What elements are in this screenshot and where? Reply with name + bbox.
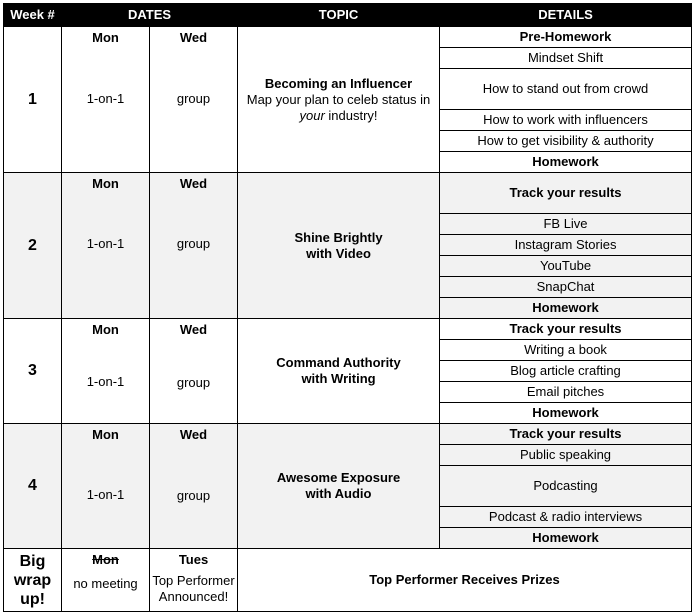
day-label: Wed	[179, 176, 208, 191]
topic-title-line: with Writing	[301, 371, 376, 386]
mon-cell	[62, 424, 150, 549]
header-topic: TOPIC	[238, 4, 440, 27]
day-label: Mon	[92, 30, 119, 45]
detail-item: YouTube	[440, 256, 692, 277]
week-number: 2	[4, 173, 62, 319]
header-dates: DATES	[62, 4, 238, 27]
detail-item: How to stand out from crowd	[440, 69, 692, 110]
topic-cell	[238, 27, 440, 173]
wed-cell	[150, 319, 238, 424]
detail-item: Pre-Homework	[440, 27, 692, 48]
topic-title-line: with Video	[306, 245, 371, 261]
week-number: 1	[4, 27, 62, 173]
day-label: Mon	[92, 176, 119, 191]
day-label: Wed	[179, 427, 208, 442]
detail-item: Homework	[440, 298, 692, 319]
session-mode: 1-on-1	[86, 91, 125, 106]
detail-item: Homework	[440, 528, 692, 549]
detail-item: Writing a book	[440, 340, 692, 361]
topic-title-line: with Audio	[305, 486, 372, 501]
header-row	[4, 4, 692, 27]
week-1-row	[4, 27, 692, 48]
session-mode: group	[176, 375, 211, 390]
week-4-row	[4, 424, 692, 445]
detail-item: Podcast & radio interviews	[440, 507, 692, 528]
week-3-row	[4, 319, 692, 340]
header-week: Week #	[4, 4, 62, 27]
detail-item: Email pitches	[440, 382, 692, 403]
prize-cell: Top Performer Receives Prizes	[238, 549, 692, 612]
announcement-note: Top Performer Announced!	[152, 573, 235, 604]
wed-cell	[150, 173, 238, 319]
detail-item: FB Live	[440, 214, 692, 235]
wrap-up-row	[4, 549, 692, 612]
week-number: 3	[4, 319, 62, 424]
topic-cell	[238, 319, 440, 424]
detail-item: How to get visibility & authority	[440, 131, 692, 152]
topic-cell	[238, 173, 440, 319]
day-label: Mon	[92, 552, 119, 567]
wed-cell	[150, 424, 238, 549]
detail-item: Track your results	[440, 173, 692, 214]
topic-title-line: Command Authority	[276, 355, 401, 370]
detail-item: How to work with influencers	[440, 110, 692, 131]
detail-item: Track your results	[440, 424, 692, 445]
mon-cell	[62, 27, 150, 173]
topic-cell	[238, 424, 440, 549]
topic-title-line: Shine Brightly	[294, 229, 383, 245]
detail-item: Homework	[440, 403, 692, 424]
session-mode: 1-on-1	[86, 487, 125, 502]
topic-title: Becoming an Influencer	[264, 75, 413, 91]
detail-item: Homework	[440, 152, 692, 173]
session-mode: 1-on-1	[86, 374, 125, 389]
detail-item: SnapChat	[440, 277, 692, 298]
mon-cell	[62, 319, 150, 424]
session-mode: group	[176, 91, 211, 106]
course-schedule-table	[3, 3, 692, 612]
session-mode: 1-on-1	[86, 236, 125, 251]
session-mode: group	[176, 236, 211, 251]
session-mode: group	[176, 488, 211, 503]
wrap-up-label: Big wrap up!	[4, 549, 62, 612]
no-meeting-note: no meeting	[73, 576, 138, 591]
header-details: DETAILS	[440, 4, 692, 27]
detail-item: Public speaking	[440, 445, 692, 466]
detail-item: Mindset Shift	[440, 48, 692, 69]
day-label: Wed	[179, 322, 208, 337]
wed-cell	[150, 27, 238, 173]
week-2-row	[4, 173, 692, 214]
mon-cell	[62, 173, 150, 319]
day-label: Mon	[92, 427, 119, 442]
detail-item: Podcasting	[440, 466, 692, 507]
topic-title-line: Awesome Exposure	[276, 470, 401, 485]
detail-item: Blog article crafting	[440, 361, 692, 382]
day-label: Mon	[92, 322, 119, 337]
week-number: 4	[4, 424, 62, 549]
tues-cell	[150, 549, 238, 612]
topic-subtitle: Map your plan to celeb status in your industry!	[246, 91, 431, 123]
detail-item: Instagram Stories	[440, 235, 692, 256]
day-label: Wed	[179, 30, 208, 45]
day-label: Tues	[178, 552, 209, 567]
detail-item: Track your results	[440, 319, 692, 340]
mon-cell	[62, 549, 150, 612]
